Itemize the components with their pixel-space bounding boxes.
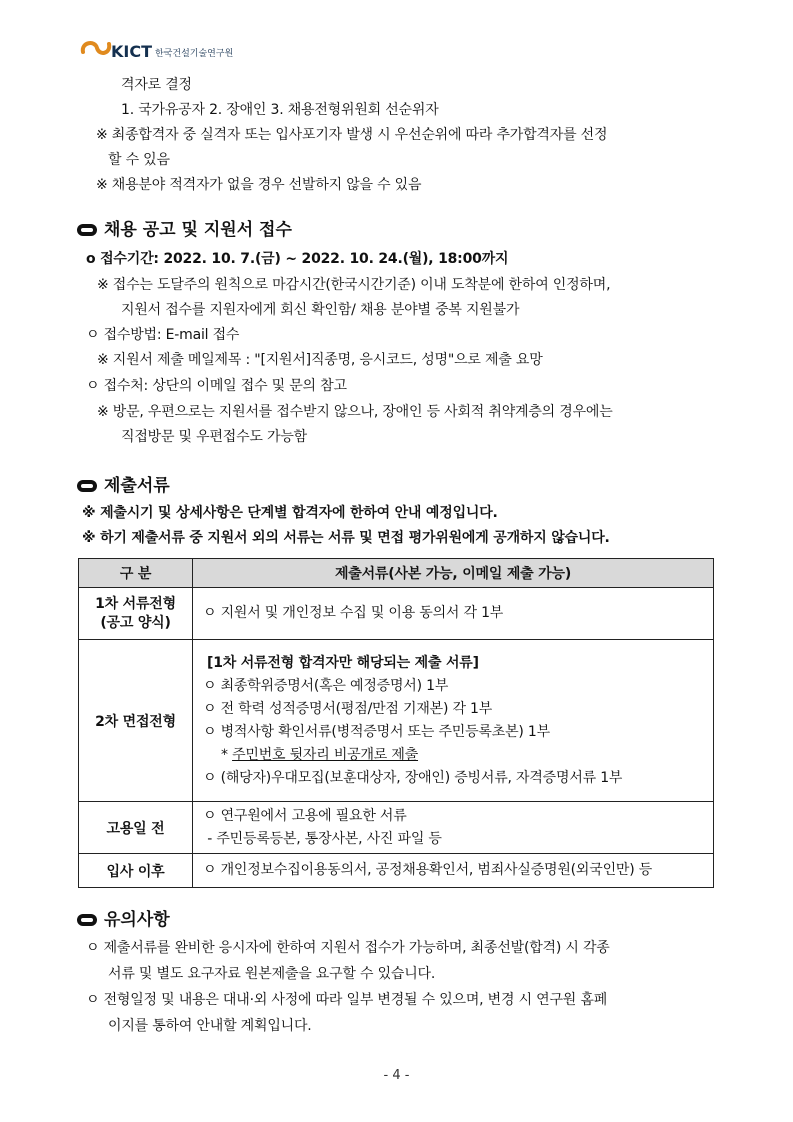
list-item: ㅇ 병적사항 확인서류(병적증명서 또는 주민등록초본) 1부 — [203, 723, 550, 740]
row-subtitle: [1차 서류전형 합격자만 해당되는 제출 서류] — [207, 654, 479, 671]
row-content — [193, 640, 714, 802]
method: ㅇ 접수방법: E-mail 접수 — [86, 327, 240, 343]
period-note-a: ※ 접수는 도달주의 원칙으로 마감시간(한국시간기준) 이내 도착분에 한하여 인정하며, — [97, 277, 611, 293]
list-item: ㅇ 지원서 및 개인정보 수집 및 이용 동의서 각 1부 — [203, 605, 504, 621]
table-row — [79, 640, 714, 802]
notes-p2b: 이지를 통하여 안내할 계획입니다. — [108, 1018, 312, 1034]
period-note-b: 지원서 접수를 지원자에게 회신 확인함/ 채용 분야별 중복 지원불가 — [121, 302, 520, 318]
row-content — [193, 802, 714, 854]
table-header-category: 구 분 — [79, 559, 193, 588]
intro-note1a: ※ 최종합격자 중 실격자 또는 입사포기자 발생 시 우선순위에 따라 추가합격자를 선정 — [96, 127, 608, 143]
row-label-line: (공고 양식) — [100, 614, 171, 631]
table-row — [79, 802, 714, 854]
intro-line1: 격자로 결정 — [121, 77, 192, 93]
notes-p1b: 서류 및 별도 요구자료 원본제출을 요구할 수 있습니다. — [108, 966, 436, 982]
row-label: 입사 이후 — [79, 854, 193, 888]
list-item-note — [203, 744, 713, 767]
row-label: 고용일 전 — [79, 802, 193, 854]
chain-link-icon — [76, 913, 98, 927]
list-item: ㅇ 연구원에서 고용에 필요한 서류 — [203, 807, 407, 824]
note-prefix: * — [221, 746, 233, 763]
table-row — [79, 854, 714, 888]
logo-name: 한국건설기술연구원 — [155, 49, 234, 59]
kict-logo-icon — [79, 38, 113, 60]
section-heading-application — [76, 218, 292, 242]
row-content — [193, 854, 714, 888]
section-heading-notes — [76, 908, 170, 932]
documents-table — [78, 558, 714, 888]
chain-link-icon — [76, 479, 98, 493]
intro-note1b: 할 수 있음 — [108, 152, 170, 168]
section-title: 제출서류 — [104, 476, 170, 496]
section-heading-documents — [76, 474, 170, 498]
notes-p1a: ㅇ 제출서류를 완비한 응시자에 한하여 지원서 접수가 가능하며, 최종선발(합격) 시 각종 — [86, 940, 610, 956]
row-label: 2차 면접전형 — [79, 640, 193, 802]
table-row — [79, 588, 714, 640]
section-title: 유의사항 — [104, 910, 170, 930]
priority-list: 1. 국가유공자 2. 장애인 3. 채용전형위원회 선순위자 — [121, 102, 439, 118]
section-title: 채용 공고 및 지원서 접수 — [104, 220, 292, 240]
table-header-documents: 제출서류(사본 가능, 이메일 제출 가능) — [193, 559, 714, 588]
list-item: ㅇ (해당자)우대모집(보훈대상자, 장애인) 증빙서류, 자격증명서류 1부 — [203, 769, 623, 786]
place-note-a: ※ 방문, 우편으로는 지원서를 접수받지 않으나, 장애인 등 사회적 취약계층의 경우에는 — [97, 404, 613, 420]
intro-note2: ※ 채용분야 적격자가 없을 경우 선발하지 않을 수 있음 — [96, 177, 422, 193]
place: ㅇ 접수처: 상단의 이메일 접수 및 문의 참고 — [86, 378, 347, 394]
table-header-row — [79, 559, 714, 588]
chain-link-icon — [76, 223, 98, 237]
docs-note2: ※ 하기 제출서류 중 지원서 외의 서류는 서류 및 면접 평가위원에게 공개하지 않습니다. — [82, 530, 610, 546]
row-label — [79, 588, 193, 640]
page-number: - 4 - — [383, 1068, 410, 1083]
period: o 접수기간: 2022. 10. 7.(금) ~ 2022. 10. 24.(월), 18:00까지 — [86, 251, 509, 267]
notes-p2a: ㅇ 전형일정 및 내용은 대내·외 사정에 따라 일부 변경될 수 있으며, 변경 시 연구원 홈페 — [86, 992, 608, 1008]
list-item: ㅇ 최종학위증명서(혹은 예정증명서) 1부 — [203, 677, 449, 694]
method-note: ※ 지원서 제출 메일제목 : "[지원서]직종명, 응시코드, 성명"으로 제출 요망 — [97, 352, 543, 368]
row-content — [193, 588, 714, 640]
logo-abbr: KICT — [111, 42, 153, 61]
row-label-line: 1차 서류전형 — [95, 595, 176, 612]
list-item: ㅇ 전 학력 성적증명서(평점/만점 기재본) 각 1부 — [203, 700, 493, 717]
place-note-b: 직접방문 및 우편접수도 가능함 — [121, 429, 307, 445]
kict-logo — [79, 38, 233, 60]
note-text: 주민번호 뒷자리 비공개로 제출 — [232, 746, 419, 763]
list-item: ㅇ 개인정보수집이용동의서, 공정채용확인서, 범죄사실증명원(외국인만) 등 — [203, 862, 653, 878]
docs-note1: ※ 제출시기 및 상세사항은 단계별 합격자에 한하여 안내 예정입니다. — [82, 505, 498, 521]
list-item: - 주민등록등본, 통장사본, 사진 파일 등 — [203, 830, 442, 847]
